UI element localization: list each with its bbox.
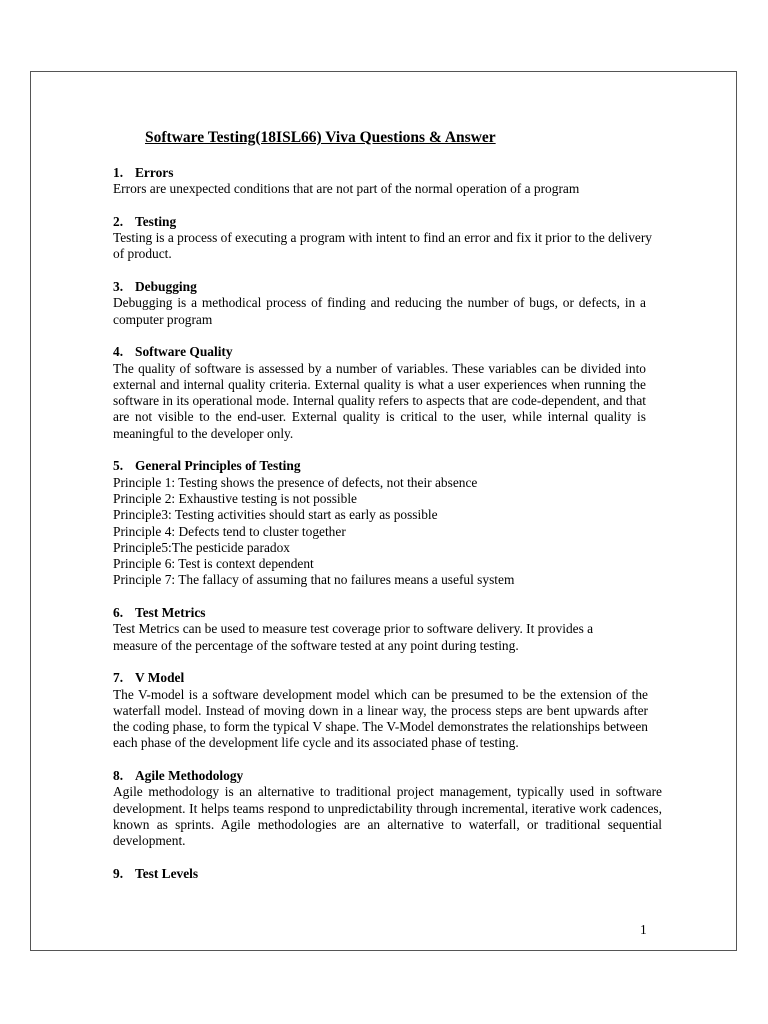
section-heading: Testing [135, 213, 177, 229]
principle-item: Principle 1: Testing shows the presence of defects, not their absence [113, 474, 478, 490]
section-number: 6. [113, 605, 124, 621]
section-heading: Test Levels [135, 865, 199, 881]
section-text: The V-model is a software development model which can be presumed to be the extension of the waterfall model. Instead of moving down in a linear way, the process steps are bent upwards after the coding phase, to form the typical V shape. The V-Model demonstrates the relationships between each phase of the development life cycle and its associated phase of testing. [113, 686, 648, 751]
section-test-metrics [113, 605, 663, 654]
section-number: 4. [113, 344, 124, 360]
section-text: Testing is a process of executing a program with intent to find an error and fix it prior to the delivery of product. [113, 230, 652, 262]
section-heading: V Model [135, 670, 185, 686]
section-number: 1. [113, 165, 124, 180]
principle-item: Principle 2: Exhaustive testing is not possible [113, 490, 357, 506]
section-number: 5. [113, 458, 124, 474]
section-heading: Debugging [135, 279, 197, 295]
principle-item: Principle3: Testing activities should start as early as possible [113, 507, 438, 523]
section-text: Agile methodology is an alternative to traditional project management, typically used in software development. It helps teams respond to unpredictability through incremental, iterative work cadences, known as sprints. Agile methodologies are an alternative to waterfall, or traditional sequential development. [113, 784, 662, 849]
principle-item: Principle5:The pesticide paradox [113, 539, 290, 555]
document-body [113, 165, 663, 898]
section-heading: Errors [135, 165, 174, 180]
principle-item: Principle 4: Defects tend to cluster together [113, 523, 346, 539]
section-text: Errors are unexpected conditions that are not part of the normal operation of a program [113, 181, 580, 197]
principle-item: Principle 6: Test is context dependent [113, 556, 314, 572]
document-title: Software Testing(18ISL66) Viva Questions & Answer [145, 129, 496, 146]
section-text-line: Test Metrics can be used to measure test coverage prior to software delivery. It provides a [113, 621, 594, 637]
section-debugging [113, 279, 663, 328]
section-errors [113, 165, 663, 198]
section-agile [113, 768, 663, 849]
section-text-line: measure of the percentage of the software tested at any point during testing. [113, 637, 519, 653]
section-heading: Test Metrics [135, 605, 206, 621]
section-heading: Agile Methodology [135, 767, 244, 783]
section-v-model [113, 670, 663, 751]
section-text: Debugging is a methodical process of finding and reducing the number of bugs, or defects, in a computer program [113, 295, 646, 327]
section-heading: General Principles of Testing [135, 458, 301, 474]
section-number: 2. [113, 213, 124, 229]
section-text: The quality of software is assessed by a number of variables. These variables can be divided into external and internal quality criteria. External quality is what a user experiences when running the software in its operational mode. Internal quality refers to aspects that are code-dependent, and that are not visible to the end-user. External quality is critical to the user, while internal quality is meaningful to the developer only. [113, 360, 646, 441]
section-heading: Software Quality [135, 344, 233, 360]
section-test-levels [113, 866, 663, 882]
section-number: 3. [113, 279, 124, 295]
section-number: 9. [113, 865, 124, 881]
section-number: 8. [113, 767, 124, 783]
section-principles [113, 458, 663, 588]
page-number: 1 [640, 922, 647, 937]
principle-item: Principle 7: The fallacy of assuming that no failures means a useful system [113, 572, 515, 588]
section-testing [113, 214, 663, 263]
section-number: 7. [113, 670, 124, 686]
section-software-quality [113, 344, 663, 442]
